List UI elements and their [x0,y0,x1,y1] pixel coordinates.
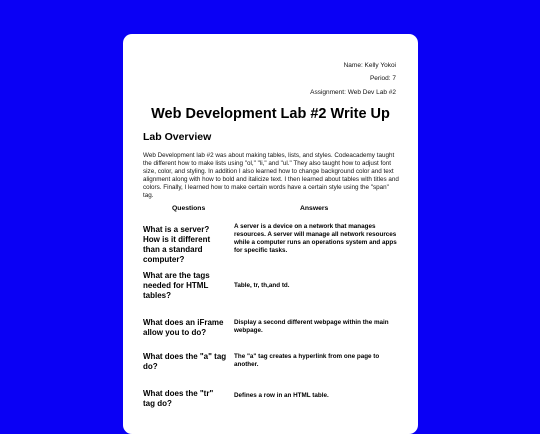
question-cell: What does an iFrame allow you to do? [143,318,224,337]
answer-cell: Defines a row in an HTML table. [234,392,329,399]
overview-paragraph: Web Development lab #2 was about making tables, lists, and styles. Codeacademy taught the different how to make lists using "ol," "li," and "ul." They also taught how to adjust font size, color, and styling. In addition I also learned how to change background color and text alignment along with how to bold and italicize text. I then learned about tables with titles and colors. Finally, I learned how to make certain words have a certain style using the "span" tag. [143,152,399,199]
answer-cell: The "a" tag creates a hyperlink from one page to another. [234,353,380,368]
questions-column-header: Questions [172,205,206,212]
page-title: Web Development Lab #2 Write Up [151,106,390,122]
assignment-label: Assignment: Web Dev Lab #2 [310,89,396,96]
overview-heading: Lab Overview [143,131,212,143]
question-cell: What are the tags needed for HTML tables? [143,271,210,300]
document-card [123,34,418,434]
answer-cell: Display a second different webpage within the main webpage. [234,319,389,334]
answer-cell: Table, tr, th,and td. [234,282,290,289]
question-cell: What does the "tr" tag do? [143,389,214,408]
class-period: Period: 7 [369,75,396,82]
answer-cell: A server is a device on a network that manages resources. A server will manage all network resources while a computer runs an operations system and apps for specific tasks. [234,223,397,254]
answers-column-header: Answers [300,205,329,212]
question-cell: What does the "a" tag do? [143,352,227,371]
student-name: Name: Kelly Yokoi [343,62,396,69]
question-cell: What is a server? How is it different than a standard computer? [143,225,211,264]
